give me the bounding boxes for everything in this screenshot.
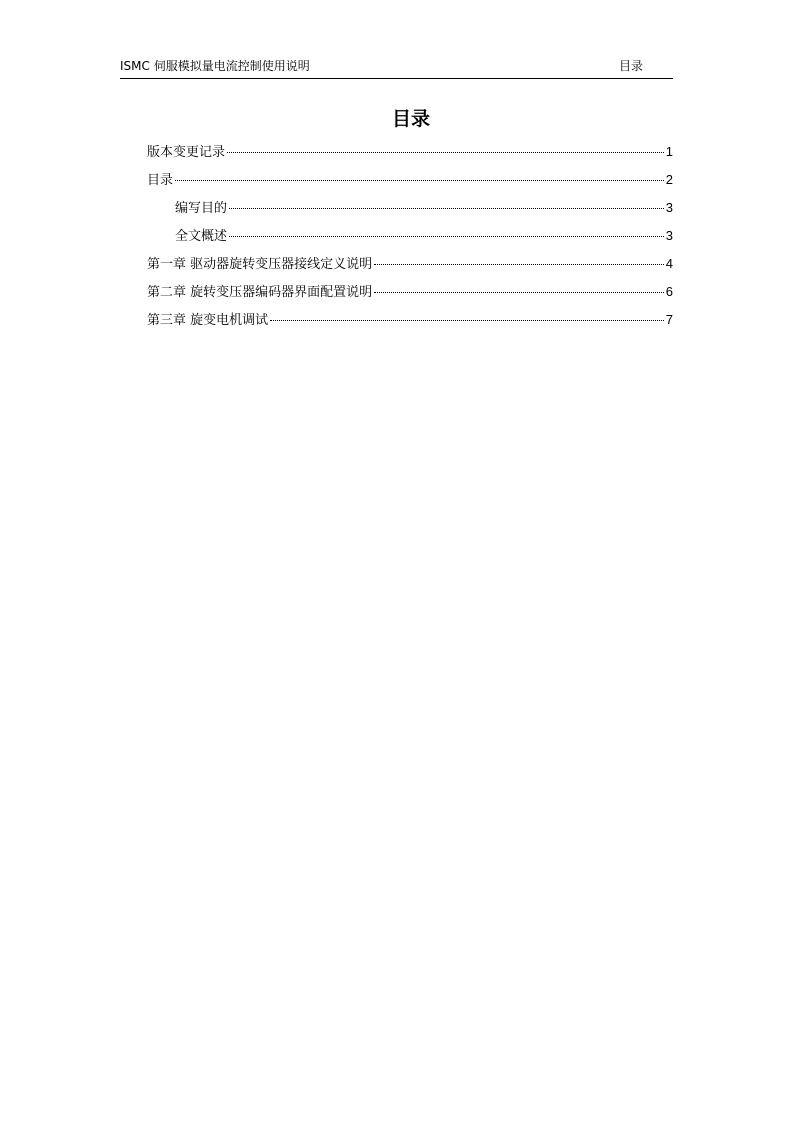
toc-entry-label: 第一章 驱动器旋转变压器接线定义说明: [147, 257, 373, 272]
section-name: 目录: [618, 59, 643, 73]
toc-entry-label: 版本变更记录: [147, 145, 226, 160]
toc-entry[interactable]: [147, 225, 673, 253]
toc-entry-label: 第二章 旋转变压器编码器界面配置说明: [147, 285, 373, 300]
toc-leader-dots: [175, 180, 664, 181]
toc-leader-dots: [229, 208, 664, 209]
table-of-contents: [147, 141, 673, 337]
toc-entry-label: 编写目的: [175, 201, 228, 216]
toc-entry-page: 3: [665, 228, 673, 243]
toc-leader-dots: [374, 292, 664, 293]
toc-entry-page: 6: [665, 284, 673, 299]
toc-entry[interactable]: [147, 141, 673, 169]
toc-entry[interactable]: [147, 169, 673, 197]
toc-entry-page: 4: [665, 256, 673, 271]
toc-leader-dots: [227, 152, 664, 153]
toc-entry-label: 第三章 旋变电机调试: [147, 313, 269, 328]
page-header: [120, 56, 673, 79]
toc-entry-label: 全文概述: [175, 229, 228, 244]
toc-entry-page: 3: [665, 200, 673, 215]
toc-heading: 目录: [391, 108, 430, 130]
toc-entry-page: 1: [665, 144, 673, 159]
toc-entry[interactable]: [147, 281, 673, 309]
toc-leader-dots: [229, 236, 664, 237]
toc-leader-dots: [374, 264, 664, 265]
toc-entry-page: 7: [665, 312, 673, 327]
toc-entry[interactable]: [147, 197, 673, 225]
toc-entry[interactable]: [147, 309, 673, 337]
toc-leader-dots: [270, 320, 664, 321]
toc-entry-label: 目录: [147, 173, 174, 188]
toc-entry-page: 2: [665, 172, 673, 187]
toc-entry[interactable]: [147, 253, 673, 281]
document-title: ISMC 伺服模拟量电流控制使用说明: [120, 59, 310, 73]
